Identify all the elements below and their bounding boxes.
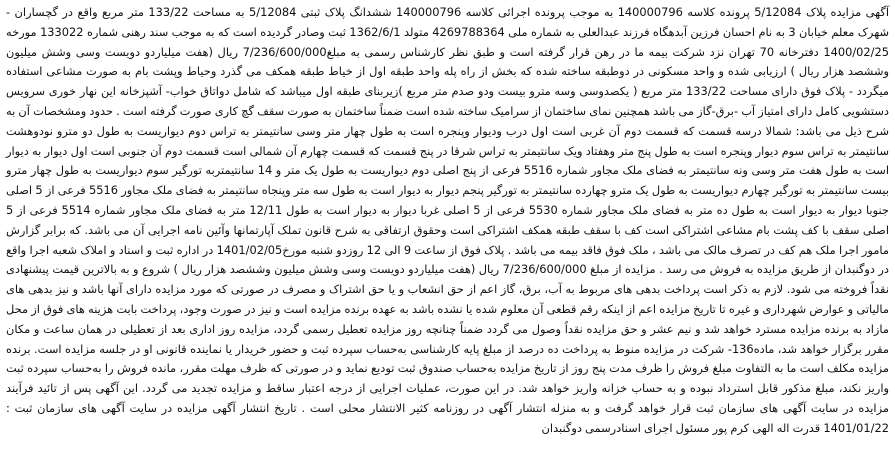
auction-notice-body: آگهی مزایده پلاک 5/12084 پرونده کلاسه 140000796 به موجب پرونده اجرائی کلاسه 140000796 ششدانگ پلاک ثبتی 5/12084 به مساحت 133/22 متر مربع واقع در گچساران - شهرک معلم خیابان 3 به نام احسان فرزین آبدهگاه فرزند عبدالعلی به شماره ملی 4269788364 متولد 1362/6/1 ثبت وصادر گردیده است که به موجب سند رهنی شماره 133022 مورخه 1400/02/25 دفترخانه 70 تهران نزد شرکت بیمه ما در رهن قرار گرفته است و طبق نظر کارشناس رسمی به مبلغ7/236/600/000 ریال (هفت میلیاردو دویست وسی وشش میلیون وششصد هزار ریال ) ارزیابی شده و واحد مسکونی در دوطبقه ساخته شده که بخش از راه پله واحد طبقه اول از خیاط طبقه همکف می گذرد وحیاط وپشت بام به صورت مشاعی استفاده میگردد - پلاک فوق دارای مساحت 133/22 متر مربع ( یکصدوسی وسه مترو بیست ودو صدم متر مربع )زیربنای طبقه اول میباشد که شامل دواتاق خواب- آشپزخانه این نهار خوری سرویس دستشویی کامل دارای امتیاز آب -برق-گاز می باشد همچنین نمای ساختمان از سرامیک ساخته شده است ضمناً ساختمان به صورت سقف گچ کاری صورت گرفته است . حدود ومشخصات آن به شرح ذیل می باشد: شمالا درسه قسمت که قسمت دوم آن غربی است اول درب ودیوار وپنجره است به طول چهار متر وسی سانتیمتر به تراس دوم دیواریست به طول دو مترو نودوهشت سانتیمتر به تراس سوم دیوار وپنجره است به طول پنج متر وهفتاد ویک سانتیمتر به تراس شرقا در پنج قسمت که قسمت چهارم آن شمالی است قسمت دوم آن جنوبی است اول دیوار به دیوار است به طول هفت متر وسی ونه سانتیمتر به فضای ملک مجاور شماره 5516 فرعی از پنج اصلی دوم دیواریست به طول یک متر و 14 سانتیمتربه تورگیر سوم دیواریست به طول چهار مترو بیست سانتیمتر به تورگیر چهارم دیواریست به طول یک مترو چهارده سانتیمتر به تورگیر پنجم دیوار به دیوار است به طول سه متر وپنجاه سانتیمتر به فضای ملک مجاور 5516 فرعی از 5 اصلی جنوبا دیوار به دیوار است به طول ده متر به فضای ملک مجاور شماره 5530 فرعی از 5 اصلی غربا دیوار به دیوار است به طول 12/11 متر به فضای ملک مجاور شماره 5514 فرعی از 5 اصلی سقف با کف پشت بام مشاعی اشتراکی است کف با سقف طبقه همکف اشتراکی است وحقوق ارتفاقی به شرح قانون تملک آپارتمانها وآئین نامه اجرایی آن می باشد. که برابر گزارش مامور اجرا ملک هم کف در تصرف مالک می باشد ، ملک فوق فاقد بیمه می باشد . پلاک فوق از ساعت 9 الی 12 روزدو شنبه مورخ1401/02/05 در اداره ثبت و اسناد و املاک شعبه اجرا واقع در دوگنبدان از طریق مزایده به فروش می رسد . مزایده از مبلغ 7/236/600/000 ریال (هفت میلیاردو دویست وسی وشش میلیون وششصد هزار ریال ) شروع و به بالاترین قیمت پیشنهادی نقداً فروخته می شود. لازم به ذکر است پرداخت بدهی های مربوط به آب، برق، گاز اعم از حق انشعاب و یا حق اشتراک و مصرف در صورتی که مورد مزایده دارای آنها باشد و نیز بدهی های مالیاتی و عوارض شهرداری و غیره تا تاریخ مزایده اعم از اینکه رقم قطعی آن معلوم شده یا نشده باشد به عهده برنده مزایده است و نیز در صورت وجود، پرداخت بابت هزینه های فوق از محل مازاد به برنده مزایده مسترد خواهد شد و نیم عشر و حق مزایده نقداً وصول می گردد ضمناً چنانچه روز مزایده تعطیل رسمی گردد، مزایده روز اداری بعد از تعطیلی در همان ساعت و مکان مقرر برگزار خواهد شد، ماده136- شرکت در مزایده منوط به پرداخت ده درصد از مبلغ پایه کارشناسی به‌حساب سپرده ثبت و حضور خریدار یا نماینده قانونی او در جلسه مزایده است. برنده مزایده مکلف است ما به التفاوت مبلغ فروش را ظرف مدت پنج روز از تاریخ مزایده به‌حساب صندوق ثبت تودیع نماید و در صورتی که ظرف مهلت مقرر، مانده فروش را به‌حساب سپرده ثبت واریز نکند، مبلغ مذکور قابل استرداد نبوده و به حساب خزانه واریز خواهد شد. در این صورت، عملیات اجرایی از درجه اعتبار ساقط و مزایده تجدید می گردد. این آگهی پس از تائید فرآیند مزایده در سایت آگهی های سازمان ثبت قرار خواهد گرفت و به منزله انتشار آگهی در روزنامه کثیر الانتشار محلی است . تاریخ انتشار آگهی مزایده در سایت آگهی های سازمان ثبت : 1401/01/22 قدرت اله الهی کرم پور مسئول اجرای اسنادرسمی دوگنبدان bbox=[6, 5, 890, 435]
